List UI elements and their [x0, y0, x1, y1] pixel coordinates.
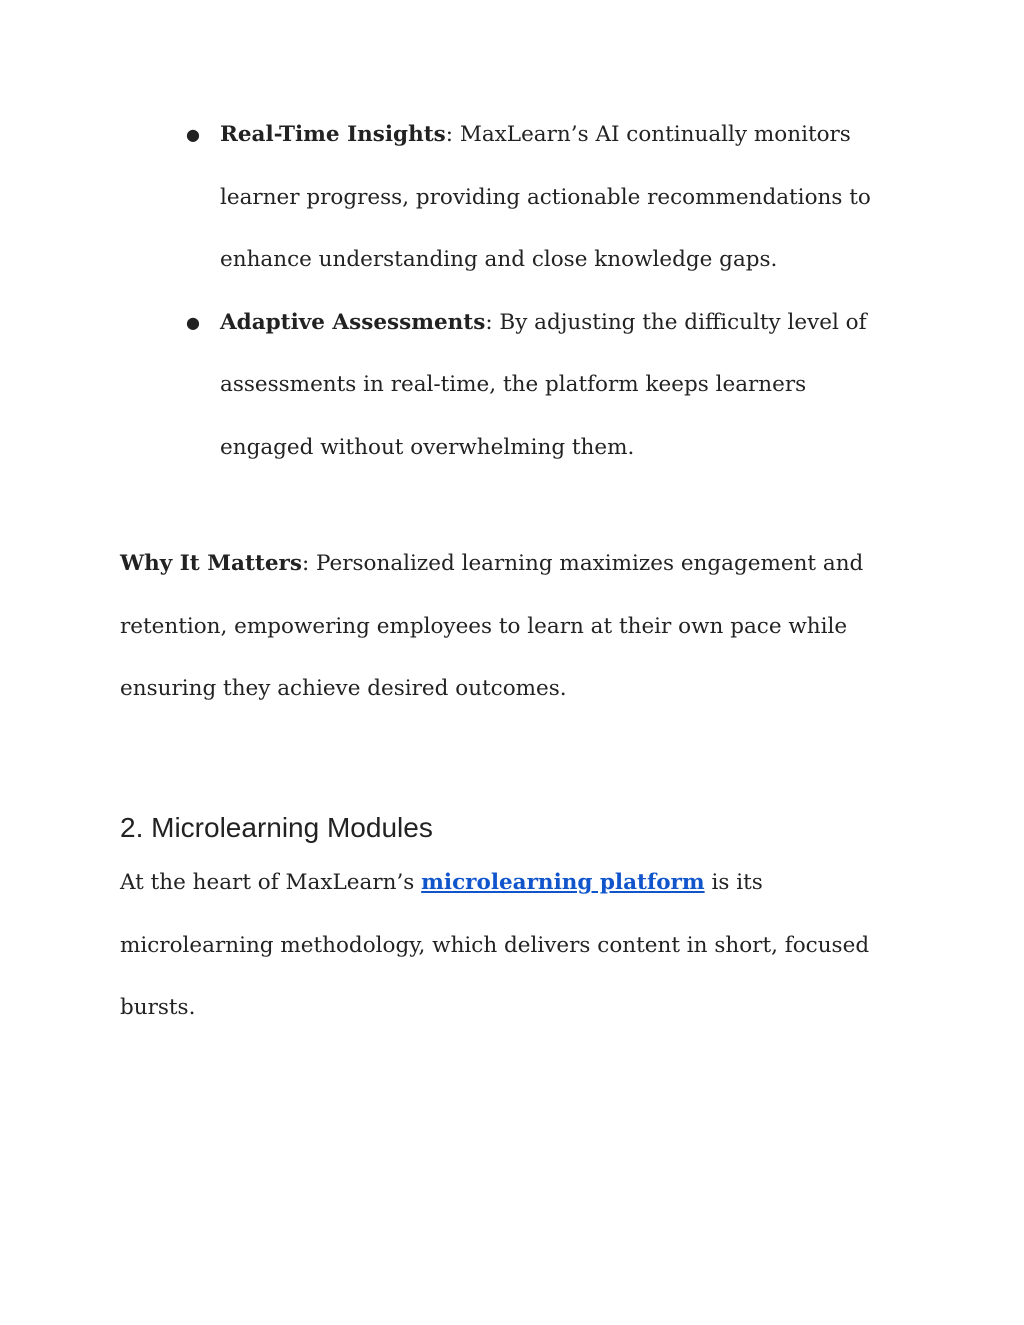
bullet-separator: :	[485, 309, 493, 335]
intro-text-after: is its microlearning methodology, which delivers content in short, focused bursts.	[120, 870, 870, 1020]
why-it-matters-separator: :	[301, 551, 310, 576]
feature-bullet-list	[186, 104, 906, 479]
bullet-separator: :	[445, 122, 453, 147]
bullet-text: MaxLearn’s AI continually monitors learner progress, providing actionable recommendations to enhance understanding and close knowledge gaps.	[220, 122, 871, 272]
why-it-matters-text: Personalized learning maximizes engagement and retention, empowering employees to learn at their own pace while ensuring they achieve desired outcomes.	[120, 551, 864, 701]
bullet-text: By adjusting the difficulty level of assessments in real-time, the platform keeps learners engaged without overwhelming them.	[220, 309, 867, 460]
bullet-real-time-insights	[186, 104, 906, 292]
microlearning-platform-link[interactable]: microlearning platform	[421, 870, 705, 895]
why-it-matters-paragraph	[120, 533, 910, 721]
section-heading: 2. Microlearning Modules	[120, 812, 433, 843]
bullet-title: Adaptive Assessments	[220, 309, 486, 335]
bullet-dot-icon: ●	[186, 125, 200, 144]
section-intro-paragraph	[120, 852, 910, 1040]
why-it-matters-title: Why It Matters	[120, 551, 302, 576]
bullet-dot-icon: ●	[186, 312, 200, 332]
bullet-adaptive-assessments	[186, 292, 906, 480]
intro-text-before: At the heart of MaxLearn’s	[120, 870, 422, 895]
bullet-title: Real-Time Insights	[220, 122, 446, 147]
